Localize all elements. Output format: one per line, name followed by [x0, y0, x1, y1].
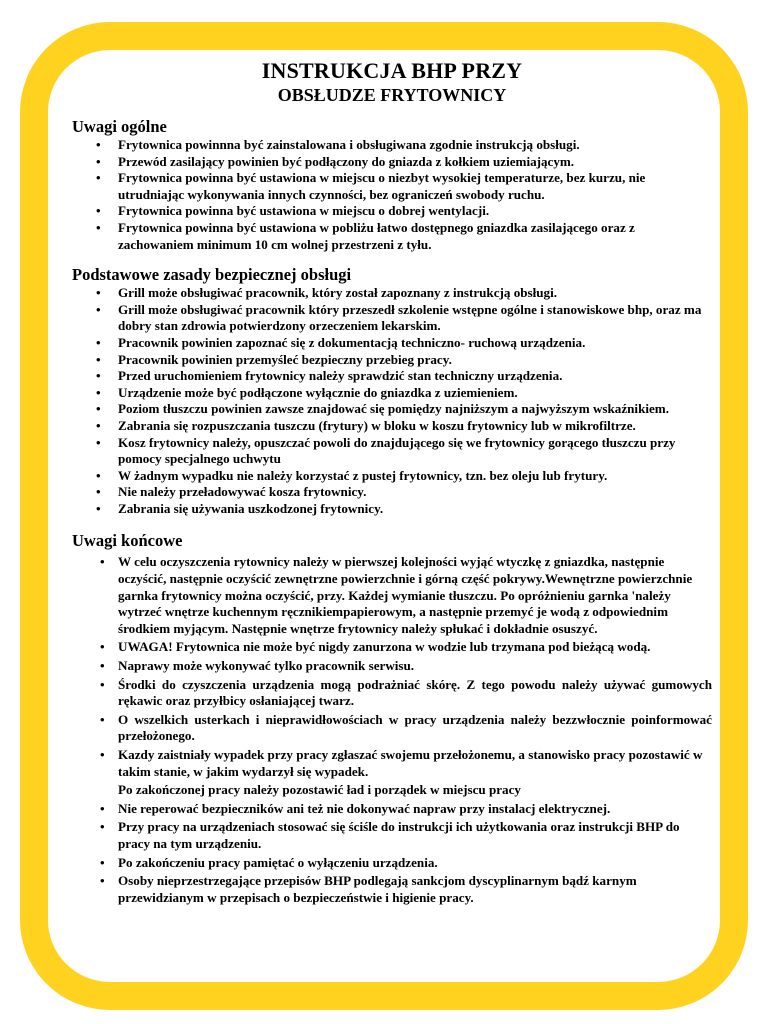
list-item: • Zabrania się używania uszkodzonej frytownicy.	[72, 501, 712, 518]
list-item: • Osoby nieprzestrzegające przepisów BHP podlegają sankcjom dyscyplinarnym bądź karnym przewidzianym w przepisach o bezpieczeństwie i higienie pracy.	[72, 873, 712, 906]
list-item: • Pracownik powinien zapoznać się z dokumentacją techniczno- ruchową urządzenia.	[72, 335, 712, 352]
document-title: INSTRUKCJA BHP PRZY	[261, 58, 523, 83]
list-item: • Przed uruchomieniem frytownicy należy sprawdzić stan techniczny urządzenia.	[72, 368, 712, 385]
document-subtitle: OBSŁUDZE FRYTOWNICY	[277, 85, 507, 105]
list-item: • Nie należy przeładowywać kosza frytownicy.	[72, 484, 712, 501]
list-item: • Kazdy zaistniały wypadek przy pracy zgłaszać swojemu przełożonemu, a stanowisko pracy pozostawić w takim stanie, w jakim wydarzył się wypadek.	[72, 747, 712, 780]
section-basic-safety-rules	[72, 265, 712, 517]
list-item: • Nie reperować bezpieczników ani też nie dokonywać napraw przy instalacj elektrycznej.	[72, 801, 712, 818]
section-heading: Uwagi końcowe	[72, 531, 183, 551]
list-item: • Frytownica powinna być ustawiona w miejscu o dobrej wentylacji.	[72, 203, 712, 220]
bullet-list	[72, 554, 712, 906]
section-final-notes	[72, 531, 712, 906]
bullet-list	[72, 285, 712, 517]
list-item: • Poziom tłuszczu powinien zawsze znajdować się pomiędzy najniższym a najwyższym wskaźnikiem.	[72, 401, 712, 418]
list-item: • Frytownica powinna być ustawiona w miejscu o niezbyt wysokiej temperaturze, bez kurzu, nie utrudniając wykonywania innych czynności, bez ograniczeń swobody ruchu.	[72, 170, 712, 203]
list-item: • Urządzenie może być podłączone wyłącznie do gniazdka z uziemieniem.	[72, 385, 712, 402]
list-item: • Po zakończeniu pracy pamiętać o wyłączeniu urządzenia.	[72, 855, 712, 872]
list-item: • Środki do czyszczenia urządzenia mogą podrażniać skórę. Z tego powodu należy używać gumowych rękawic oraz przyłbicy osłaniającej twarz.	[72, 677, 712, 710]
list-item: • Pracownik powinien przemyśleć bezpieczny przebieg pracy.	[72, 352, 712, 369]
list-item: • Frytownica powinnna być zainstalowana i obsługiwana zgodnie instrukcją obsługi.	[72, 137, 712, 154]
list-item: • Kosz frytownicy należy, opuszczać powoli do znajdującego się we frytownicy gorącego tłuszczu przy pomocy specjalnego uchwytu	[72, 435, 712, 468]
list-item: • UWAGA! Frytownica nie może być nigdy zanurzona w wodzie lub trzymana pod bieżącą wodą.	[72, 639, 712, 656]
list-item: • Przy pracy na urządzeniach stosować się ściśle do instrukcji ich użytkowania oraz instrukcji BHP do pracy na tym urządzeniu.	[72, 819, 712, 852]
list-item: • Grill może obsługiwać pracownik który przeszedł szkolenie wstępne ogólne i stanowiskowe bhp, oraz ma dobry stan zdrowia potwierdzony orzeczeniem lekarskim.	[72, 302, 712, 335]
list-item: • Zabrania się rozpuszczania tuszczu (frytury) w bloku w koszu frytownicy lub w mikrofiltrze.	[72, 418, 712, 435]
list-item: • Przewód zasilający powinien być podłączony do gniazda z kołkiem uziemiającym.	[72, 154, 712, 171]
bullet-list	[72, 137, 712, 253]
section-heading: Uwagi ogólne	[72, 117, 167, 136]
list-item: • Grill może obsługiwać pracownik, który został zapoznany z instrukcją obsługi.	[72, 285, 712, 302]
list-item: • Frytownica powinna być ustawiona w pobliżu łatwo dostępnego gniazdka zasilającego oraz z zachowaniem minimum 10 cm wolnej przestrzeni z tyłu.	[72, 220, 712, 253]
list-item: • O wszelkich usterkach i nieprawidłowościach w pracy urządzenia należy bezzwłocznie poinformować przełożonego.	[72, 712, 712, 745]
section-heading: Podstawowe zasady bezpiecznej obsługi	[72, 265, 352, 285]
section-general-notes	[72, 117, 712, 253]
list-item: Po zakończonej pracy należy pozostawić ład i porządek w miejscu pracy	[118, 782, 521, 798]
list-item: • W żadnym wypadku nie należy korzystać z pustej frytownicy, tzn. bez oleju lub frytury.	[72, 468, 712, 485]
list-item: • Naprawy może wykonywać tylko pracownik serwisu.	[72, 658, 712, 675]
document-content	[72, 58, 712, 908]
list-item: • W celu oczyszczenia rytownicy należy w pierwszej kolejności wyjąć wtyczkę z gniazdka, następnie oczyścić, następnie oczyścić zewnętrzne powierzchnie i górną część pokrywy.Wewnętrzne powierzchnie garnka frytownicy można oczyścić, przy. Każdej wymianie tłuszczu. Po opróżnieniu garnka 'należy wytrzeć wnętrze kuchennym ręcznikiempapierowym, a następnie przemyć je wodą z odpowiednim środkiem myjącym. Następnie wnętrze frytownicy należy spłukać i dokładnie osuszyć.	[72, 554, 712, 637]
